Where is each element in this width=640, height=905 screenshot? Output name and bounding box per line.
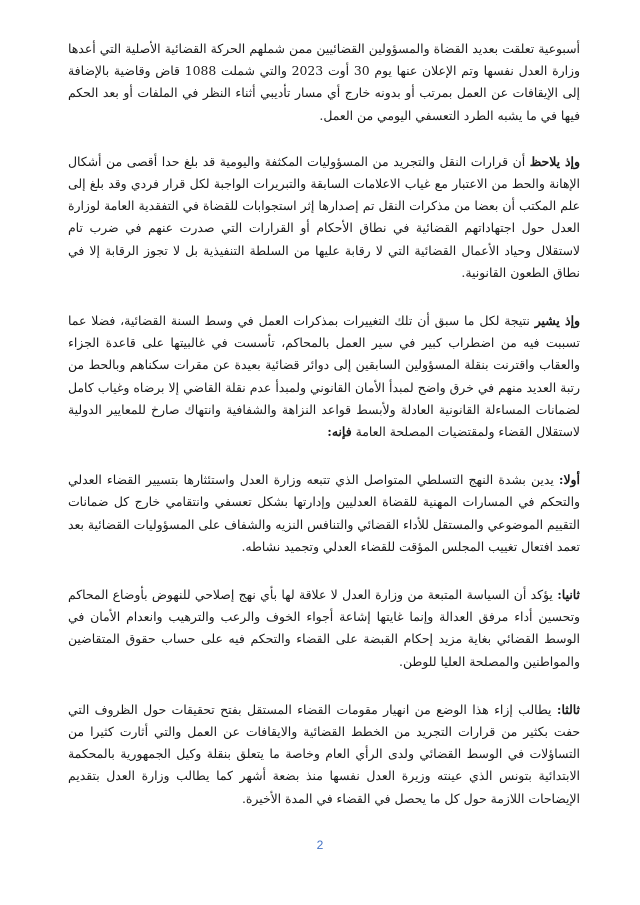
paragraph-lead: وإذ يشير: [534, 313, 580, 329]
paragraph-second: [68, 584, 580, 673]
paragraph-text: يدين بشدة النهج التسلطي المتواصل الذي تتبعه وزارة العدل واستئثارها بتسيير القضاء العدلي والتحكم في المسارات المهنية للقضاة العدليين وإدارتها بشكل تعسفي وانتقامي خارج كل ضمانات التقييم الموضوعي والمستقل للأداء القضائي والتنافس النزيه والشفاف على المسؤوليات القضائية بعد تعمد افتعال تغييب المجلس المؤقت للقضاء العدلي وتجميد نشاطه.: [68, 472, 580, 554]
paragraph-lead: ثانيا:: [557, 587, 580, 603]
page-number: 2: [316, 838, 324, 852]
paragraph-text: أسبوعية تعلقت بعديد القضاة والمسؤولين القضائيين ممن شملهم الحركة القضائية الأصلية التي أعدها وزارة العدل نفسها وتم الإعلان عنها يوم 30 أوت 2023 والتي شملت 1088 قاض وقاضية بالإضافة إلى الإيقافات عن العمل بمرتب أو بدونه خارج أي مسار تأديبي أثناء النظر في الملفات أو بعد الحكم فيها في ما يشبه الطرد التعسفي اليومي من العمل.: [68, 41, 580, 123]
paragraph-text: يطالب إزاء هذا الوضع من انهيار مقومات القضاء المستقل بفتح تحقيقات حول الظروف التي حفت بكثير من قرارات التجريد من الخطط القضائية والايقافات عن العمل والتي أثارت كثيرا من التساؤلات في الوسط القضائي ولدى الرأي العام وخاصة ما يتعلق بنقلة وكيل الجمهورية بالمحكمة الابتدائية بتونس الذي عينته وزيرة العدل نفسها منذ بضعة أشهر كما يطالب وزارة العدل بتقديم الإيضاحات اللازمة حول كل ما يحصل في القضاء في المدة الأخيرة.: [68, 701, 580, 806]
paragraph-intro: [68, 38, 580, 127]
paragraph-notes: [68, 310, 580, 443]
document-body: [68, 38, 580, 836]
paragraph-text: نتيجة لكل ما سبق أن تلك التغييرات بمذكرات العمل في وسط السنة القضائية، فضلا عما تسببت فيه من اضطراب كبير في سير العمل بالمحاكم، تأسست في غالبيتها على قاعدة الجزاء والعقاب واقترنت بنقلة المسؤولين السابقين إلى دوائر قضائية بعيدة عن مقرات سكناهم وبالحط من رتبة العديد منهم في خرق واضح لمبدأ الأمان القانوني ولمبدأ عدم نقلة القاضي إلا برضاه وغياب كامل لضمانات المساءلة القانونية العادلة ولأبسط قواعد النزاهة والشفافية وانتهاك صارخ للمعايير الدولية لاستقلال القضاء ولمقتضيات المصلحة العامة: [68, 313, 580, 440]
paragraph-lead: أولا:: [558, 472, 580, 488]
paragraph-lead: وإذ يلاحظ: [529, 153, 580, 169]
paragraph-first: [68, 469, 580, 558]
paragraph-text: يؤكد أن السياسة المتبعة من وزارة العدل لا علاقة لها بأي نهج إصلاحي للنهوض بأوضاع المحاكم وتحسين أداء مرفق العدالة وإنما غايتها إشاعة أجواء الخوف والرعب والترهيب وانعدام الأمان في الوسط القضائي بغاية مزيد إحكام القبضة على القضاء والتحكم فيه على حساب حقوق المتقاضين والمواطنين والمصلحة العليا للوطن.: [68, 587, 580, 669]
paragraph-observes: [68, 151, 580, 284]
paragraph-lead: ثالثا:: [556, 701, 580, 717]
paragraph-third: [68, 699, 580, 810]
paragraph-tail: فإنه:: [327, 424, 352, 440]
paragraph-text: أن قرارات النقل والتجريد من المسؤوليات المكثفة واليومية قد بلغ حدا أقصى من أشكال الإهانة والحط من الاعتبار مع غياب الاعلامات السابقة والتبريرات الواجبة لكل قرار فردي وقد بلغ إلى علم المكتب أن بعضا من مذكرات النقل تم إصدارها إثر استجوابات للقضاة في التفقدية العامة لوزارة العدل حول اجتهاداتهم القضائية في نطاق الأحكام أو القرارات التي صدرت عنهم في ضرب تام لاستقلال وحياد الأعمال القضائية التي لا رقابة عليها من السلطة التنفيذية بل لا تجوز الرقابة إلا في نطاق الطعون القانونية.: [68, 153, 580, 280]
